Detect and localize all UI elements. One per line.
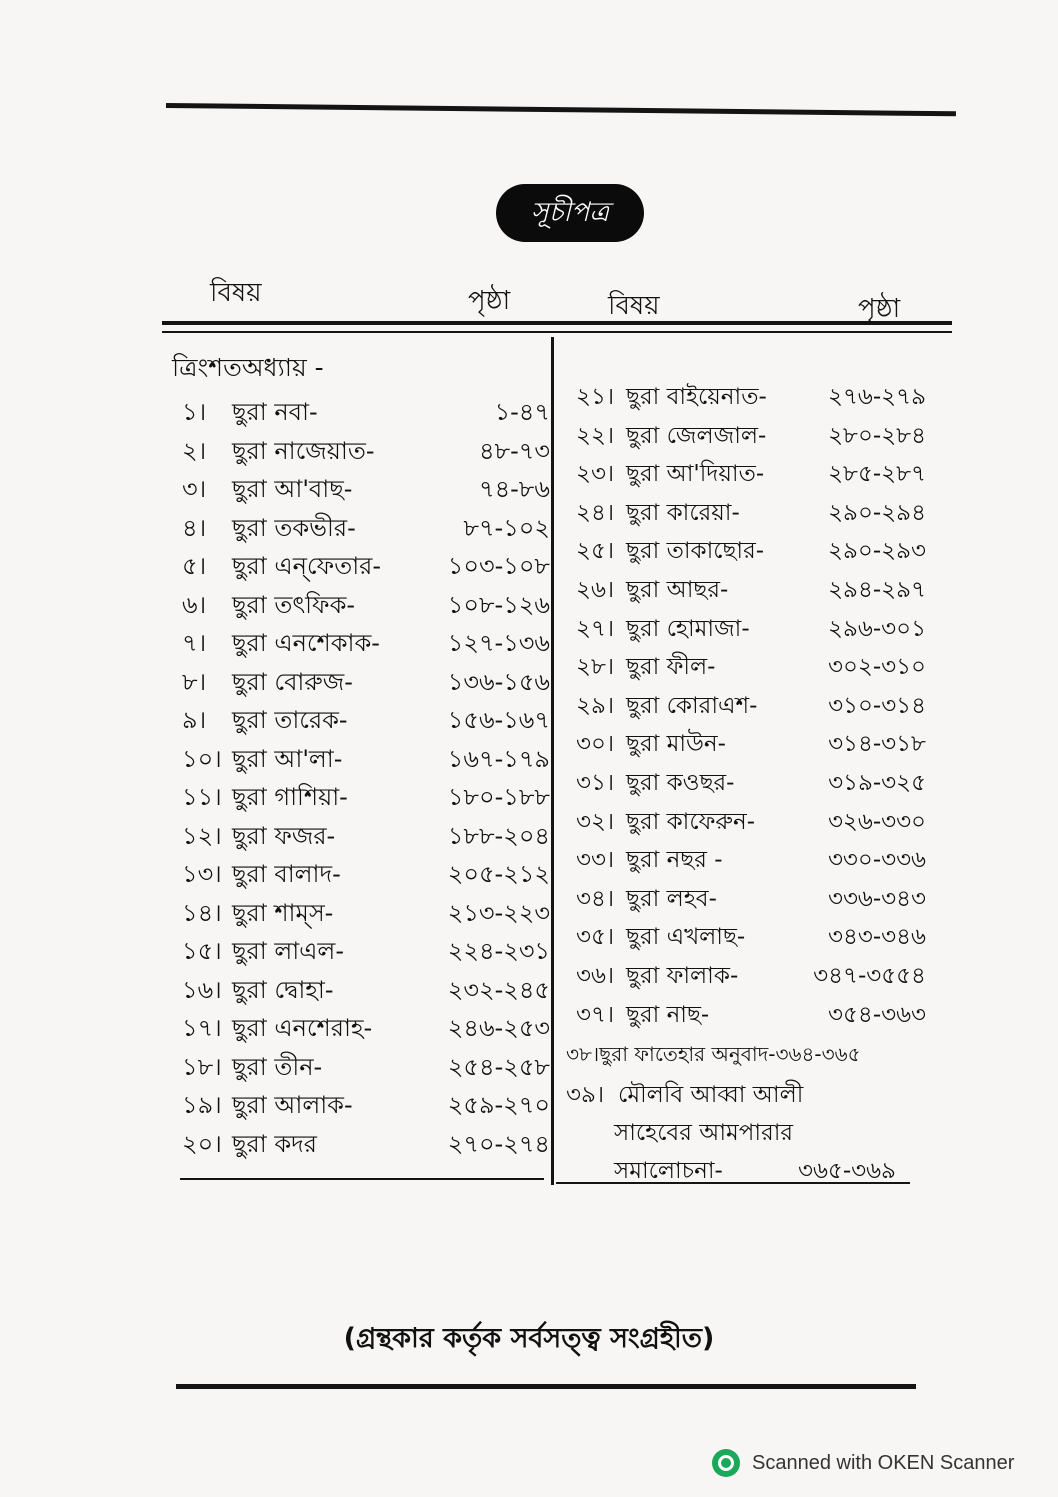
entry-number: ৩২। [576,808,615,835]
toc-entry [182,471,550,509]
entry-title: ছুরা এন্‌ফেতার- [232,552,382,580]
entry-number: ৬। [182,590,207,619]
entry-number: ২৪। [576,499,615,526]
entry-number: ২১। [576,384,615,410]
entry-number: ১৯। [182,1091,222,1119]
entry-title: ছুরা কদর [232,1129,317,1158]
scanner-badge [712,1445,1014,1481]
right-entry-list [576,378,926,1038]
entry-title: ছুরা দ্বোহা- [232,975,334,1004]
entry-38: ৩৮।ছুরা ফাতেহার অনুবাদ-৩৬৪-৩৬৫ [566,1042,861,1066]
entry-title: ছুরা কোরাএশ- [626,692,758,719]
entry-number: ২৩। [576,461,615,488]
entry-number: ৩। [182,475,207,503]
entry-number: ১৫। [182,937,222,965]
left-subject-header: বিষয় [210,278,262,308]
entry-pages: ২৭৬-২৭৯ [828,384,926,410]
left-page-header: পৃষ্ঠা [468,286,511,316]
entry-pages: ৩৩৬-৩৪৩ [828,885,926,912]
scanner-badge-text: Scanned with OKEN Scanner [752,1451,1015,1474]
toc-entry [182,895,550,933]
entry-number: ৩৭। [576,1001,615,1028]
header-rule-thin [162,331,952,333]
entry-pages: ১৩৬-১৫৬ [447,667,550,696]
toc-entry [182,972,550,1010]
entry-title: ছুরা শাম্‌স- [232,898,334,927]
toc-entry [182,548,550,586]
entry-pages: ৩৩০-৩৩৬ [827,847,926,874]
toc-entry [576,417,926,455]
entry-pages: ২৩২-২৪৫ [447,975,550,1004]
entry-title: ছুরা ফালাক- [626,963,739,989]
entry-pages: ১৮৮-২০৪ [447,821,550,850]
entry-title: ছুরা তারেক- [232,706,348,734]
entry-title: ছুরা আ'বাছ- [232,475,353,503]
toc-entry [182,587,550,625]
toc-entry [576,532,926,570]
toc-entry [182,1049,550,1087]
entry-pages: ২৮০-২৮৪ [828,422,926,449]
entry-pages: ২৭০-২৭৪ [447,1129,550,1158]
entry-number: ৮। [182,667,207,696]
entry-pages: ১০৮-১২৬ [447,590,550,619]
toc-entry [182,510,550,548]
entry-title: ছুরা তীন- [232,1052,323,1081]
entry-number: ২০। [182,1129,222,1158]
toc-entry [576,918,926,956]
entry-title: ছুরা বাইয়েনাত- [626,384,767,410]
toc-entry [182,933,550,971]
entry-number: ৩৬। [576,963,615,989]
entry-pages: ২০৫-২১২ [447,860,550,888]
entry-pages: ৩৪৩-৩৪৬ [828,924,926,951]
header-rule-thick [162,321,952,325]
entry-number: ৩৫। [576,924,615,951]
entry-title: ছুরা এখলাছ- [626,924,746,951]
entry-pages: ২৯০-২৯৪ [828,499,926,526]
entry-title: ছুরা এনশেকাক- [232,629,380,657]
entry-number: ১৮। [182,1052,222,1081]
toc-entry [182,702,550,740]
entry-pages: ১৮০-১৮৮ [447,783,550,811]
entry-pages: ২৫৯-২৭০ [447,1091,550,1119]
entry-title: ছুরা আ'লা- [232,744,343,773]
entry-title: ছুরা নছর - [626,847,723,874]
toc-entry [576,687,926,725]
toc-entry [576,455,926,493]
entry-title: ছুরা লহব- [626,885,717,912]
entry-pages: ৩৫৪-৩৬৩ [828,1001,926,1028]
entry-pages: ৩১৯-৩২৫ [828,770,926,796]
entry-pages: ৩১৪-৩১৮ [828,731,926,758]
right-subject-header: বিষয় [608,291,660,321]
entry-pages: ২৪৬-২৫৩ [447,1014,550,1042]
entry-pages: ৮৭-১০২ [463,513,550,542]
toc-entry [576,378,926,416]
entry-number: ৫। [182,552,207,580]
entry-number: ১৭। [182,1014,222,1042]
entry-pages: ৩০২-৩১০ [828,654,926,681]
entry-pages: ৩৪৭-৩৫৫৪ [813,963,926,989]
toc-entry [182,625,550,663]
entry-number: ৪। [182,513,207,542]
entry-39-num: ৩৯। [566,1082,605,1108]
top-rule [166,103,956,116]
entry-pages: ১০৩-১০৮ [447,552,550,580]
entry-number: ২। [182,436,207,465]
toc-entry [182,856,550,894]
entry-number: ৩৩। [576,847,615,874]
entry-pages: ৩২৬-৩৩০ [827,808,926,835]
entry-pages: ১২৭-১৩৬ [447,629,550,657]
entry-pages: ৪৮-৭৩ [478,436,550,465]
toc-entry [576,494,926,532]
entry-pages: ২৮৫-২৮৭ [828,461,926,488]
toc-entry [576,996,926,1034]
entry-title: ছুরা নাছ- [626,1001,710,1028]
toc-entry [182,433,550,471]
toc-entry [576,957,926,995]
toc-entry [576,764,926,802]
entry-number: ৩১। [576,770,615,796]
scanner-logo-icon [712,1449,740,1477]
entry-title: ছুরা জেলজাল- [626,422,767,449]
entry-title: ছুরা তাকাছোর- [626,538,765,565]
entry-title: ছুরা বোরুজ- [232,667,353,696]
toc-entry [576,725,926,763]
entry-number: ৩৪। [576,885,615,912]
entry-title: ছুরা আছর- [626,577,729,603]
toc-entry [576,610,926,648]
toc-entry [182,1126,550,1164]
entry-39-line1: মৌলবি আব্বা আলী [618,1082,804,1108]
entry-title: ছুরা কারেয়া- [626,499,740,526]
entry-number: ১৬। [182,975,222,1004]
entry-title: ছুরা তৎফিক- [232,590,356,619]
entry-title: ছুরা নাজেয়াত- [232,436,375,465]
entry-number: ১১। [182,783,222,811]
left-bottom-rule [180,1178,544,1180]
entry-number: ৩০। [576,731,615,758]
entry-number: ২৬। [576,577,615,603]
entry-number: ১। [182,398,207,426]
toc-entry [576,803,926,841]
entry-number: ২৮। [576,654,615,681]
toc-entry [576,648,926,686]
column-divider [551,337,554,1185]
entry-number: ১২। [182,821,222,850]
entry-title: ছুরা হোমাজা- [626,615,750,642]
left-entry-list [182,394,550,1174]
entry-title: ছুরা গাশিয়া- [232,783,348,811]
entry-pages: ২৯০-২৯৩ [828,538,926,565]
toc-entry [576,571,926,609]
entry-title: ছুরা তকভীর- [232,513,356,542]
entry-pages: ১৫৬-১৬৭ [447,706,550,734]
bottom-rule [176,1384,916,1389]
entry-39-pages: ৩৬৫-৩৬৯ [798,1158,896,1184]
right-page-header: পৃষ্ঠা [858,294,901,324]
entry-title: ছুরা কাফেরুন- [626,808,756,835]
toc-entry [182,818,550,856]
entry-pages: ২২৪-২৩১ [447,937,550,965]
toc-entry [182,1010,550,1048]
entry-39-line2: সাহেবের আমপারার [614,1120,794,1146]
entry-pages: ৭৪-৮৬ [478,475,550,503]
toc-entry [182,664,550,702]
toc-entry [576,880,926,918]
entry-number: ৭। [182,629,207,657]
entry-number: ১০। [182,744,222,773]
entry-pages: ৩১০-৩১৪ [828,692,926,719]
entry-number: ২৫। [576,538,615,565]
entry-pages: ২১৩-২২৩ [447,898,550,927]
entry-number: ২২। [576,422,615,449]
entry-title: ছুরা বালাদ- [232,860,341,888]
toc-entry [182,394,550,432]
entry-title: ছুরা ফীল- [626,654,716,681]
entry-title: ছুরা লাএল- [232,937,344,965]
entry-title: ছুরা মাউন- [626,731,726,758]
entry-number: ২৯। [576,692,615,719]
entry-title: ছুরা ফজর- [232,821,336,850]
entry-title: ছুরা নবা- [232,398,318,426]
toc-entry [576,841,926,879]
entry-pages: ২৯৬-৩০১ [828,615,926,642]
entry-title: ছুরা আলাক- [232,1091,353,1119]
entry-number: ১৩। [182,860,222,888]
entry-pages: ১৬৭-১৭৯ [447,744,550,773]
entry-number: ২৭। [576,615,615,642]
toc-entry [182,1087,550,1125]
copyright-note: (গ্রন্থকার কর্তৃক সর্বসত্ত্ব সংগ্রহীত) [343,1323,715,1354]
entry-number: ৯। [182,706,207,734]
entry-pages: ২৯৪-২৯৭ [828,577,926,603]
entry-title: ছুরা এনশেরাহ- [232,1014,373,1042]
entry-title: ছুরা আ'দিয়াত- [626,461,765,488]
entry-number: ১৪। [182,898,222,927]
section-heading: ত্রিংশতঅধ্যায় - [172,353,324,382]
toc-entry [182,779,550,817]
entry-39-line3: সমালোচনা- [614,1158,723,1184]
entry-title: ছুরা কওছর- [626,770,735,796]
page-title: সূচীপত্র [496,184,644,242]
entry-pages: ১-৪৭ [494,398,550,426]
toc-entry [182,741,550,779]
entry-pages: ২৫৪-২৫৮ [447,1052,550,1081]
